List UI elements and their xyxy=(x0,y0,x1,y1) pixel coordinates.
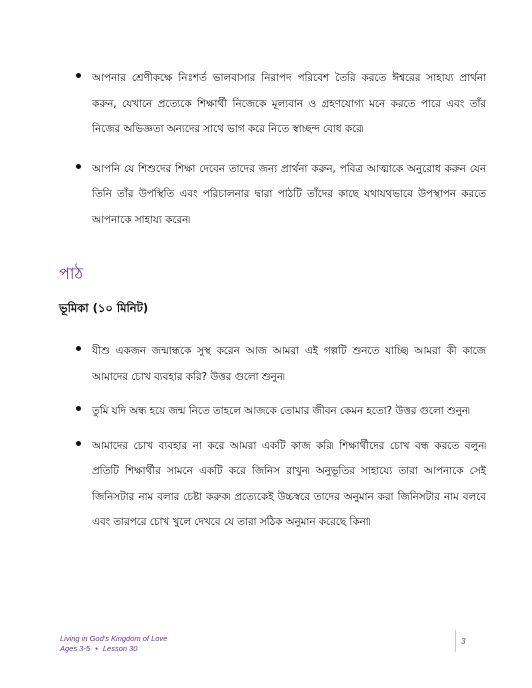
footer-divider xyxy=(455,630,456,652)
bullet-dot xyxy=(76,346,81,351)
list-item xyxy=(76,339,486,390)
footer-ages: Ages 3-5 xyxy=(60,644,91,653)
footer-title-block xyxy=(60,634,167,654)
intro-title: ভূমিকা (১০ মিনিট) xyxy=(59,301,149,315)
footer-meta xyxy=(60,644,167,654)
page-number: 3 xyxy=(461,637,466,646)
list-item xyxy=(76,66,486,143)
list-item xyxy=(76,434,486,536)
bullet-text: আপনি যে শিশুদের শিক্ষা দেবেন তাদের জন্য প্রার্থনা করুন, পবিত্র আত্মাকে অনুরোধ করুন যেন তিনি তাঁর উপস্থিতি এবং পরিচালনার দ্বারা পাঠটি তাঁদের কাছে যথাযথভাবে উপস্থাপন করতে আপনাকে সাহায্য করেন৷ xyxy=(92,162,486,226)
bullet-text: আমাদের চোখ ব্যবহার না করে আমরা একটি কাজ করি৷ শিক্ষার্থীদের চোখ বন্ধ করতে বলুন৷ প্রতিটি শিক্ষার্থীর সামনে একটি করে জিনিস রাখুন৷ অনুভূতির সাহায্যে তারা আপনাকে সেই জিনিসটার নাম বলার চেষ্টা করুক৷ প্রত্যেকেই উচ্চস্বরে তাদের অনুমান করা জিনিসটার নাম বলবে এবং তারপরে চোখ খুলে দেখবে যে তারা সঠিক অনুমান করেছে কিনা৷ xyxy=(92,439,486,528)
bullet-dot xyxy=(76,73,81,78)
bullet-text: আপনার শ্রেণীকক্ষে নিঃশর্ত ভালবাসার নিরাপদ পরিবেশ তৈরি করতে ঈশ্বরের সাহায্য প্রার্থনা করুন, যেখানে প্রত্যেকে শিক্ষার্থী নিজেকে মূল্যবান ও গ্রহণযোগ্য মনে করতে পারে এবং তাঁর নিজের অভিজ্ঞতা অন্যদের সাথে ভাগ করে নিতে স্বাচ্ছন্দ বোধ করে৷ xyxy=(92,72,486,135)
bullet-dot xyxy=(76,164,81,169)
bullet-text: যীশু একজন জন্মান্ধকে সুস্থ করেন আজ আমরা এই গল্পটি শুনতে যাচ্ছি৷ আমরা কী কাজে আমাদের চোখ ব্যবহার করি? উত্তর গুলো শুনুন৷ xyxy=(92,345,486,383)
list-item xyxy=(76,399,486,425)
footer-lesson: Lesson 30 xyxy=(102,644,138,653)
bullet-dot xyxy=(76,441,81,446)
section-heading: পাঠ xyxy=(59,264,84,283)
footer-separator: • xyxy=(95,644,98,653)
preparation-bullet-list xyxy=(76,66,486,247)
bullet-text: তুমি যদি অন্ধ হয়ে জন্ম নিতে তাহলে আজকে তোমার জীবন কেমন হতো? উত্তর গুলো শুনুন৷ xyxy=(92,405,470,417)
intro-bullet-list xyxy=(76,339,486,545)
bullet-dot xyxy=(76,406,81,411)
list-item xyxy=(76,157,486,234)
footer-title: Living in God's Kingdom of Love xyxy=(60,634,168,643)
